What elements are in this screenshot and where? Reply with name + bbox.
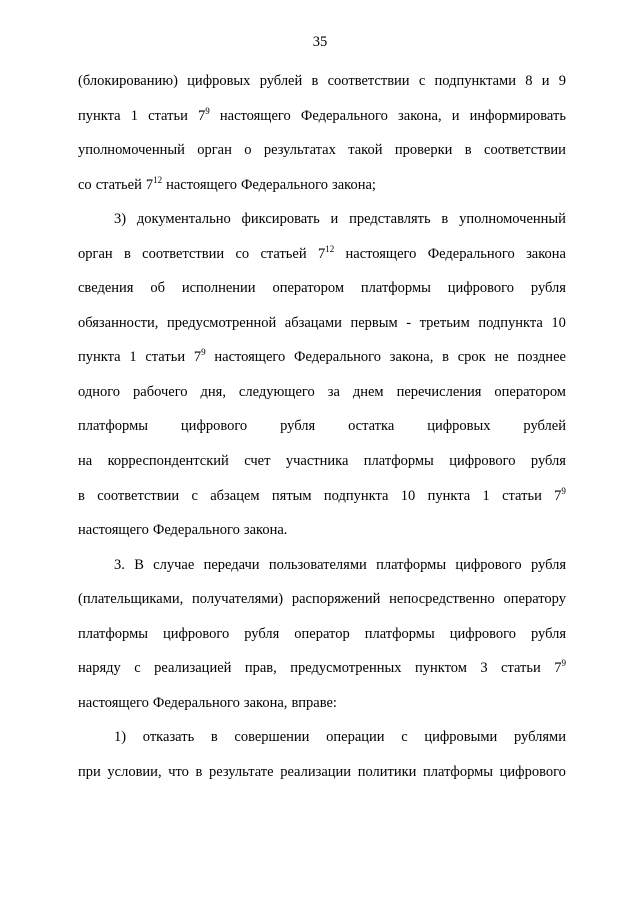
text-line [78, 590, 566, 625]
word: рубля [530, 625, 566, 642]
word: и [541, 73, 550, 89]
word: соответствии [142, 245, 225, 262]
word: цифрового [499, 763, 566, 780]
word: непосредственно [389, 591, 495, 608]
document-body [78, 72, 566, 797]
word: отказать [142, 729, 195, 746]
word: Федерального [300, 107, 388, 124]
word: третьим [419, 314, 470, 331]
word: со [235, 245, 250, 262]
word: прав, [244, 660, 277, 677]
word: 3 [480, 660, 488, 677]
word: 3) [114, 211, 127, 228]
word: цифровых [187, 73, 251, 89]
text-line [78, 694, 566, 729]
word: статьей [95, 176, 142, 193]
text-line [78, 176, 566, 211]
word: в [123, 245, 131, 262]
word: закона, [389, 349, 434, 366]
word: настоящего [219, 107, 291, 124]
word: оператор [294, 625, 350, 642]
word: платформы [78, 625, 148, 642]
word: такой [348, 142, 383, 159]
word: 10 [551, 314, 566, 331]
word: статьей [260, 245, 307, 262]
word: Федерального [152, 522, 240, 539]
word: $7^{12}$ [317, 243, 335, 262]
word: вправе: [291, 694, 337, 711]
word: следующего [238, 383, 315, 400]
word: Федерального [294, 349, 382, 366]
superscript: 9 [561, 658, 566, 669]
word: рублей [523, 418, 566, 435]
superscript: 9 [561, 485, 566, 496]
word: реализации [280, 763, 352, 780]
word: рубля [530, 453, 566, 470]
word: и [451, 107, 460, 124]
word: цифрового [449, 453, 516, 470]
word: Федерального [152, 694, 240, 711]
word: исполнении [181, 280, 256, 297]
word: дня, [200, 383, 226, 400]
word: цифрового [455, 556, 522, 573]
text-line [78, 210, 566, 245]
word: статьи [501, 660, 541, 677]
text-line [78, 728, 566, 763]
word: закона; [331, 176, 376, 193]
word: представлять [349, 211, 431, 228]
word: Федерального [427, 245, 515, 262]
word: закона. [243, 522, 288, 539]
word: $7^9$ [554, 658, 566, 677]
word: пользователями [268, 556, 367, 573]
word: за [327, 383, 340, 400]
word: 1 [482, 487, 490, 504]
word: в [442, 349, 449, 366]
word: цифрового [163, 625, 230, 642]
word: Федерального [240, 176, 328, 193]
word: настоящего [214, 349, 286, 366]
word: платформы [364, 625, 435, 642]
word: цифрового [447, 280, 515, 297]
word: политики [357, 763, 417, 780]
word: фиксировать [241, 211, 320, 228]
word: сведения [78, 280, 134, 297]
word: первым [350, 314, 398, 331]
word: что [168, 763, 189, 780]
text-line [78, 383, 566, 418]
word: наряду [78, 660, 121, 677]
word: статьи [148, 107, 188, 124]
word: и [330, 211, 339, 228]
word: рублями [514, 729, 566, 746]
text-line [78, 141, 566, 176]
word: настоящего [166, 176, 237, 193]
word: пункта [78, 349, 121, 366]
word: рубля [530, 556, 566, 573]
word: пятым [271, 487, 312, 504]
word: рабочего [133, 383, 188, 400]
word: орган [197, 142, 232, 159]
superscript: 12 [325, 243, 335, 254]
word: на [78, 453, 93, 470]
text-line [78, 452, 566, 487]
word: 1 [129, 349, 137, 366]
word: результатах [263, 142, 336, 159]
word: (блокированию) [78, 73, 178, 89]
word: совершении [234, 729, 310, 746]
word: рубля [244, 625, 280, 642]
text-line [78, 279, 566, 314]
word: распоряжений [291, 591, 381, 608]
word: документально [136, 211, 231, 228]
word: 8 [525, 73, 533, 89]
word: в [464, 142, 472, 159]
word: платформы [363, 453, 434, 470]
word: подпунктами [434, 73, 516, 89]
word: соответствии [484, 142, 566, 159]
word: (плательщиками, [78, 591, 184, 608]
word: настоящего [78, 522, 149, 539]
word: цифрового [449, 625, 516, 642]
word: $7^{12}$ [145, 174, 163, 193]
word: перечисления [396, 383, 482, 400]
word: платформы [360, 280, 431, 297]
word: уполномоченный [459, 211, 566, 228]
text-line [78, 348, 566, 383]
word: случае [153, 556, 195, 573]
text-line [78, 107, 566, 142]
word: статьи [145, 349, 186, 366]
word: оператору [503, 591, 566, 608]
word: с [191, 487, 198, 504]
word: 1 [130, 107, 138, 124]
word: соответствии [97, 487, 180, 504]
word: позднее [517, 349, 566, 366]
word: пунктом [414, 660, 467, 677]
word: с [401, 729, 408, 746]
word: 3. [114, 556, 125, 573]
word: с [418, 73, 426, 89]
word: результате [209, 763, 274, 780]
word: в [78, 487, 85, 504]
word: одного [78, 383, 121, 400]
word: абзацами [284, 314, 342, 331]
word: статьи [502, 487, 542, 504]
word: пункта [427, 487, 471, 504]
word: цифровых [427, 418, 491, 435]
word: - [406, 314, 412, 331]
word: предусмотренных [290, 660, 402, 677]
word: цифрового [180, 418, 248, 435]
word: оператором [272, 280, 345, 297]
word: об [150, 280, 165, 297]
text-line [78, 487, 566, 522]
word: оператором [494, 383, 566, 400]
word: получателями) [192, 591, 284, 608]
word: уполномоченный [78, 142, 185, 159]
word: закона, [398, 107, 442, 124]
word: в [311, 73, 319, 89]
word: орган [78, 245, 113, 262]
word: пункта [78, 107, 121, 124]
superscript: 12 [153, 174, 163, 185]
word: операции [326, 729, 385, 746]
word: в [441, 211, 449, 228]
word: срок [457, 349, 486, 366]
word: соответствии [327, 73, 410, 89]
word: обязанности, [78, 314, 159, 331]
word: абзацем [210, 487, 260, 504]
word: реализацией [154, 660, 232, 677]
word: информировать [469, 107, 566, 124]
word: передачи [203, 556, 260, 573]
word: настоящего [345, 245, 417, 262]
word: участника [285, 453, 349, 470]
word: рубля [280, 418, 316, 435]
word: $7^9$ [197, 105, 210, 124]
word: закона, [243, 694, 288, 711]
text-line [78, 763, 566, 798]
text-line [78, 417, 566, 452]
word: $7^9$ [554, 485, 566, 504]
word: подпункта [478, 314, 543, 331]
word: в [195, 763, 203, 780]
word: о [244, 142, 252, 159]
word: платформы [78, 418, 148, 435]
word: рубля [530, 280, 566, 297]
word: проверки [394, 142, 453, 159]
word: настоящего [78, 694, 149, 711]
word: условии, [107, 763, 162, 780]
superscript: 9 [205, 105, 210, 116]
word: предусмотренной [166, 314, 277, 331]
word: 10 [400, 487, 416, 504]
word: цифровыми [424, 729, 498, 746]
text-line [78, 556, 566, 591]
text-line [78, 72, 566, 107]
word: подпункта [323, 487, 389, 504]
word: $7^9$ [193, 347, 206, 366]
word: корреспондентский [107, 453, 229, 470]
page-number: 35 [312, 34, 328, 50]
word: в [210, 729, 218, 746]
text-line [78, 521, 566, 556]
word: счет [244, 453, 271, 470]
word: рублей [259, 73, 303, 89]
text-line [78, 625, 566, 660]
word: с [134, 660, 141, 677]
text-line [78, 245, 566, 280]
word: со [78, 176, 92, 193]
word: В [134, 556, 144, 573]
superscript: 9 [201, 347, 206, 358]
text-line [78, 314, 566, 349]
word: 1) [114, 729, 127, 746]
word: не [494, 349, 509, 366]
word: при [78, 763, 101, 780]
word: закона [526, 245, 566, 262]
word: остатка [348, 418, 395, 435]
word: 9 [558, 73, 566, 89]
word: платформы [376, 556, 447, 573]
word: днем [352, 383, 384, 400]
text-line [78, 659, 566, 694]
word: платформы [423, 763, 494, 780]
